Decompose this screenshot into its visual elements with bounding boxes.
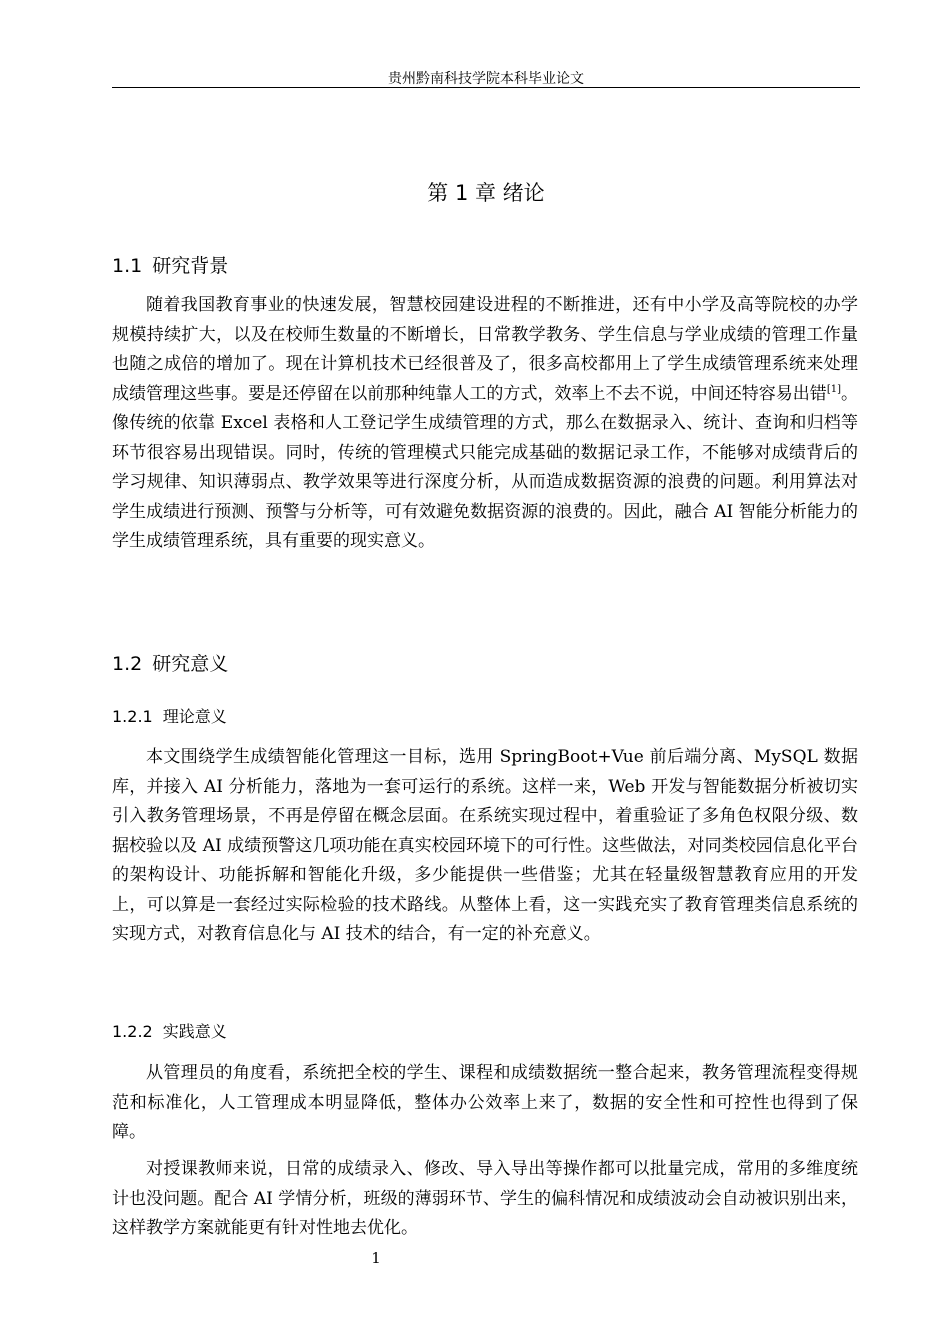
paragraph-practical-teacher: 对授课教师来说，日常的成绩录入、修改、导入导出等操作都可以批量完成，常用的多维度统计也没问题。配合 AI 学情分析，班级的薄弱环节、学生的偏科情况和成绩波动会自动被识别出来，这样教学方案就能更有针对性地去优化。 — [112, 1159, 858, 1238]
paragraph-text: 。像传统的依靠 Excel 表格和人工登记学生成绩管理的方式，那么在数据录入、统计、查询和归档等环节很容易出现错误。同时，传统的管理模式只能完成基础的数据记录工作，不能够对成绩背后的学习规律、知识薄弱点、教学效果等进行深度分析，从而造成数据资源的浪费的问题。利用算法对学生成绩进行预测、预警与分析等，可有效避免数据资源的浪费的。因此，融合 AI 智能分析能力的学生成绩管理系统，具有重要的现实意义。 — [112, 383, 859, 551]
section-number: 1.2 — [112, 653, 143, 675]
paragraph-theoretical-significance: 本文围绕学生成绩智能化管理这一目标，选用 SpringBoot+Vue 前后端分离、MySQL 数据库，并接入 AI 分析能力，落地为一套可运行的系统。这样一来，Web 开发与智能数据分析被切实引入教务管理场景，不再是停留在概念层面。在系统实现过程中，着重验证了多角色权限分级、数据校验以及 AI 成绩预警这几项功能在真实校园环境下的可行性。这些做法，对同类校园信息化平台的架构设计、功能拆解和智能化升级，多少能提供一些借鉴；尤其在轻量级智慧教育应用的开发上，可以算是一套经过实际检验的技术路线。从整体上看，这一实践充实了教育管理类信息系统的实现方式，对教育信息化与 AI 技术的结合，有一定的补充意义。 — [112, 747, 858, 944]
subsection-title: 理论意义 — [162, 707, 227, 726]
page-number: 1 — [371, 1249, 381, 1267]
running-header: 贵州黔南科技学院本科毕业论文 — [388, 71, 584, 87]
paragraph-practical-admin: 从管理员的角度看，系统把全校的学生、课程和成绩数据统一整合起来，教务管理流程变得规范和标准化，人工管理成本明显降低，整体办公效率上来了，数据的安全性和可控性也得到了保障。 — [112, 1063, 858, 1142]
paragraph-text: 随着我国教育事业的快速发展，智慧校园建设进程的不断推进，还有中小学及高等院校的办学规模持续扩大，以及在校师生数量的不断增长，日常教学教务、学生信息与学业成绩的管理工作量也随之成倍的增加了。现在计算机技术已经很普及了，很多高校都用上了学生成绩管理系统来处理成绩管理这些事。要是还停留在以前那种纯靠人工的方式，效率上不去不说，中间还特容易出错 — [112, 295, 858, 404]
chapter-title: 第 1 章 绪论 — [427, 181, 545, 205]
citation-ref: [1] — [826, 383, 841, 395]
section-title: 研究意义 — [152, 653, 229, 675]
subsection-title: 实践意义 — [162, 1022, 227, 1041]
section-number: 1.1 — [112, 255, 143, 277]
subsection-number: 1.2.2 — [112, 1022, 153, 1041]
section-heading-1-2 — [112, 651, 228, 677]
subsection-number: 1.2.1 — [112, 707, 153, 726]
section-heading-1-1 — [112, 253, 228, 279]
paragraph-research-background — [112, 291, 858, 557]
subsection-heading-1-2-2 — [112, 1021, 227, 1043]
section-title: 研究背景 — [152, 255, 229, 277]
subsection-heading-1-2-1 — [112, 706, 227, 728]
header-rule — [112, 87, 860, 88]
